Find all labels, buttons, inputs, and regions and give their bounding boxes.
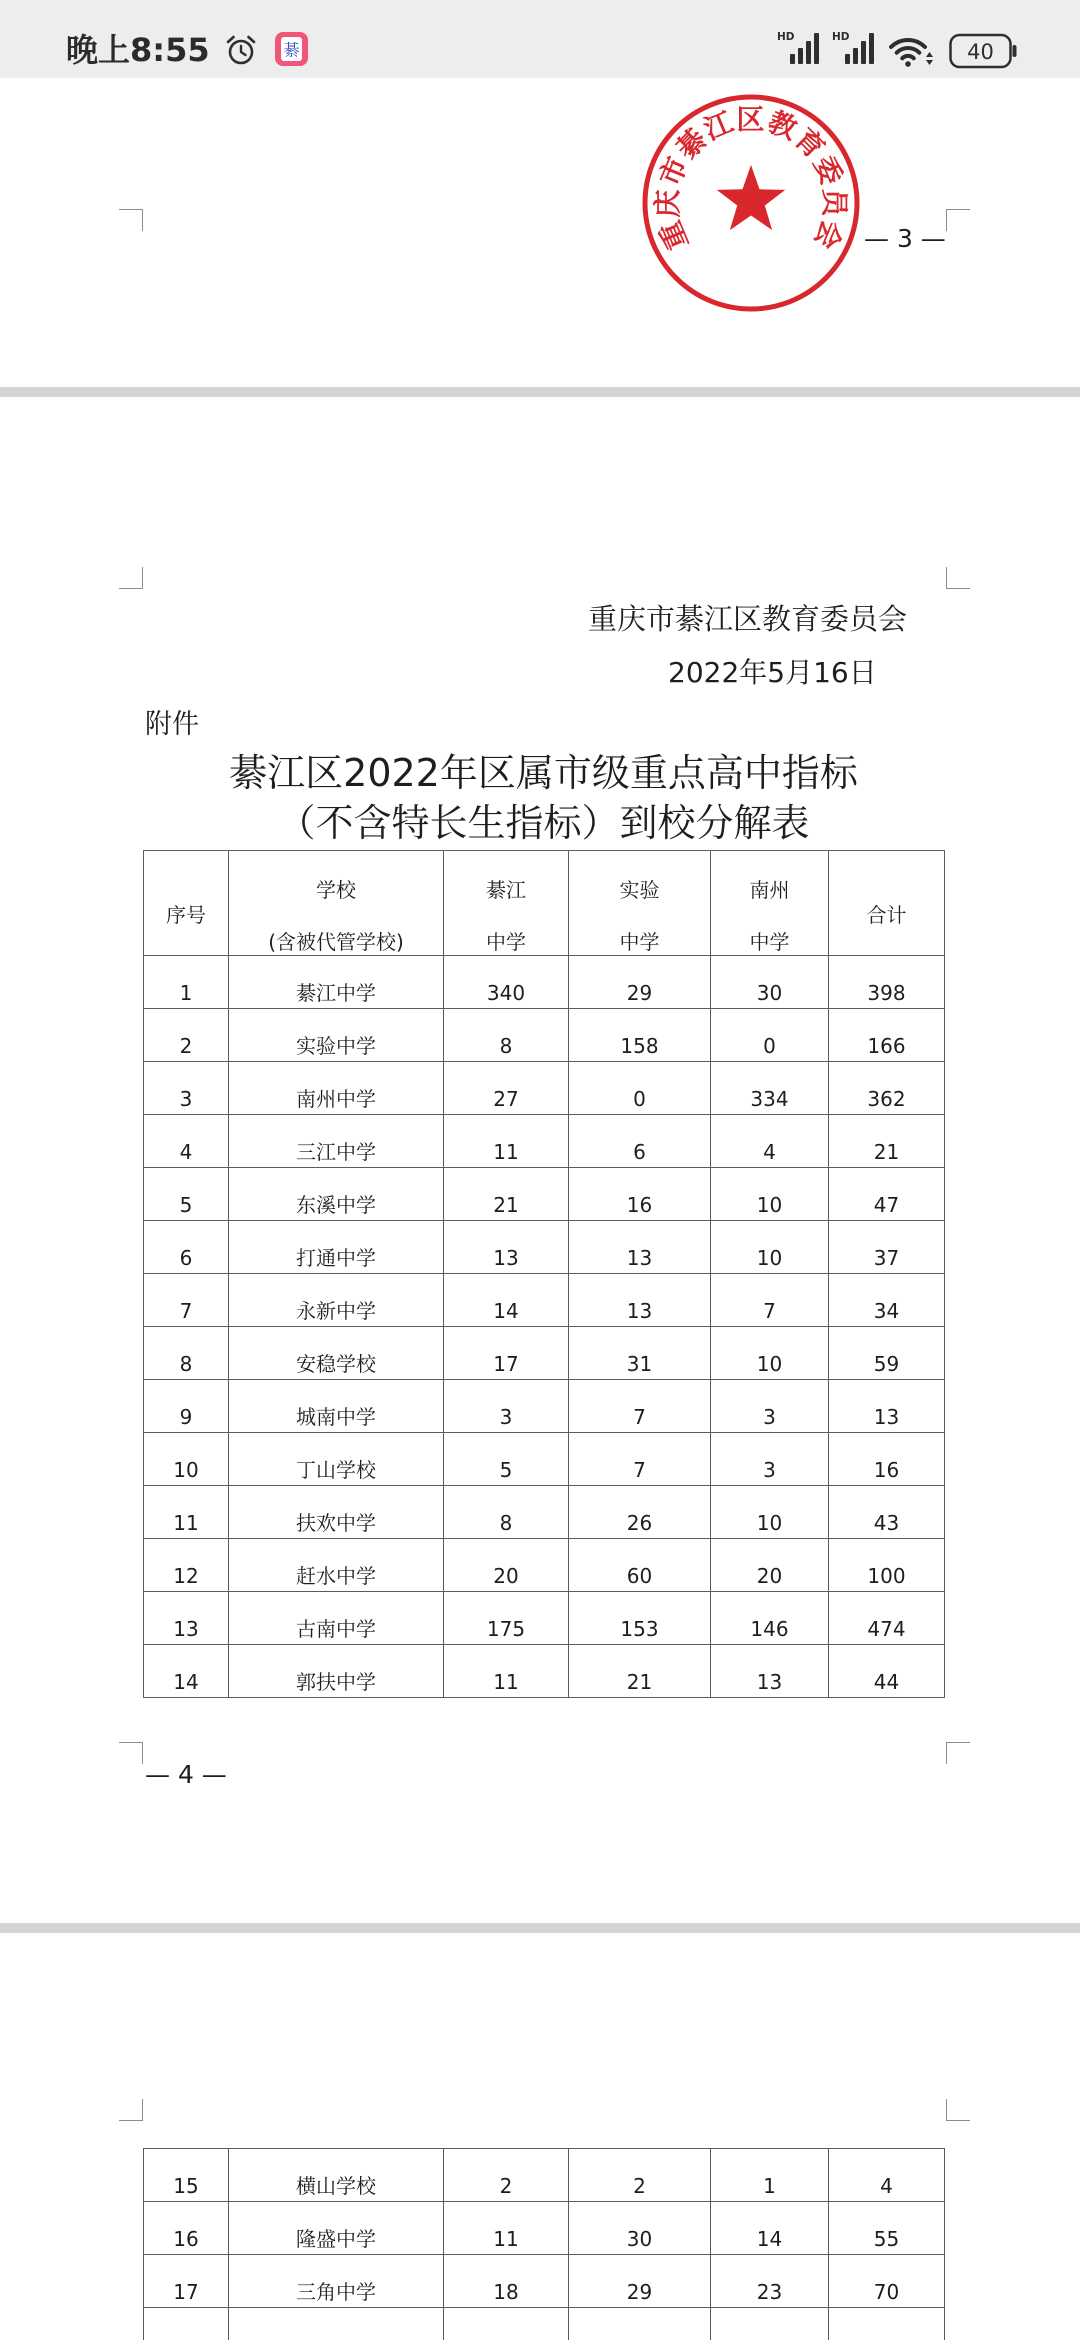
cell-nanzhou: 10 [711,1168,829,1221]
cell-school: 三江中学 [229,1115,444,1168]
attachment-label: 附件 [145,709,199,740]
cell-index: 1 [144,956,229,1009]
page-gap [0,387,1080,397]
cell-index: 6 [144,1221,229,1274]
cell-nanzhou: 10 [711,1221,829,1274]
header-school-note: (含被代管学校) [268,930,404,954]
cell-nanzhou [711,2308,829,2340]
table-row [144,1433,945,1486]
cell-total: 44 [829,1645,945,1698]
cell-qijiang: 20 [444,1539,569,1592]
cell-shiyan: 2 [569,2149,711,2202]
cell-index: 17 [144,2255,229,2308]
table-row-partial [144,2308,945,2340]
cell-total: 34 [829,1274,945,1327]
header-qijiang-line-2: 中学 [486,930,526,954]
cell-nanzhou: 146 [711,1592,829,1645]
cell-shiyan: 29 [569,2255,711,2308]
battery-level: 40 [967,40,994,64]
cell-school: 实验中学 [229,1009,444,1062]
cell-index: 7 [144,1274,229,1327]
table-row [144,2202,945,2255]
cell-qijiang: 3 [444,1380,569,1433]
table-row [144,1486,945,1539]
cell-shiyan: 31 [569,1327,711,1380]
seal-star [717,165,785,230]
quota-table-continued [143,2148,945,2340]
cell-school [229,2308,444,2340]
cell-shiyan: 13 [569,1274,711,1327]
crop-mark-bottom-left [119,1742,143,1764]
header-shiyan-line-2: 中学 [619,930,660,954]
document-page-3 [0,78,1080,387]
cell-index: 14 [144,1645,229,1698]
cell-shiyan: 26 [569,1486,711,1539]
cell-shiyan: 7 [569,1433,711,1486]
cell-school: 永新中学 [229,1274,444,1327]
cell-total: 59 [829,1327,945,1380]
crop-mark-top-right [946,2099,970,2121]
table-row [144,1327,945,1380]
cell-school: 丁山学校 [229,1433,444,1486]
table-row [144,1539,945,1592]
header-total [829,851,945,956]
header-index-label: 序号 [166,903,206,927]
table-row [144,1592,945,1645]
table-title-line-1: 綦江区2022年区属市级重点高中指标 [229,751,858,795]
table-row [144,1274,945,1327]
cell-shiyan: 60 [569,1539,711,1592]
table-row [144,1115,945,1168]
cell-school: 安稳学校 [229,1327,444,1380]
cell-qijiang: 13 [444,1221,569,1274]
cell-shiyan: 6 [569,1115,711,1168]
table-row [144,1009,945,1062]
cell-nanzhou: 1 [711,2149,829,2202]
cell-shiyan: 7 [569,1380,711,1433]
wifi-icon [889,33,934,67]
document-page-4 [0,397,1080,1923]
table-title-line-2: （不含特长生指标）到校分解表 [277,801,810,845]
cell-nanzhou: 10 [711,1486,829,1539]
document-page-5 [0,1933,1080,2340]
table-row [144,1168,945,1221]
cell-total: 474 [829,1592,945,1645]
table-header-row [144,851,945,956]
cell-qijiang: 8 [444,1486,569,1539]
cell-qijiang [444,2308,569,2340]
header-qijiang-line-1: 綦江 [486,878,526,902]
cell-shiyan: 21 [569,1645,711,1698]
cell-total: 70 [829,2255,945,2308]
cell-school: 东溪中学 [229,1168,444,1221]
cell-shiyan: 16 [569,1168,711,1221]
hd-signal-icon [832,30,876,64]
cell-nanzhou: 30 [711,956,829,1009]
cell-school: 扶欢中学 [229,1486,444,1539]
cell-index: 12 [144,1539,229,1592]
header-qijiang [444,851,569,956]
crop-mark-top-left [119,2099,143,2121]
cell-index: 10 [144,1433,229,1486]
table-row [144,1221,945,1274]
cell-index: 11 [144,1486,229,1539]
signal-1-label: HD [777,31,795,43]
cell-qijiang: 17 [444,1327,569,1380]
cell-index: 15 [144,2149,229,2202]
page-number: — 3 — [864,224,946,253]
cell-index [144,2308,229,2340]
status-time: 晚上8:55 [66,31,210,69]
cell-shiyan: 30 [569,2202,711,2255]
cell-qijiang: 14 [444,1274,569,1327]
cell-total: 100 [829,1539,945,1592]
cell-index: 8 [144,1327,229,1380]
cell-total: 13 [829,1380,945,1433]
cell-index: 2 [144,1009,229,1062]
cell-total [829,2308,945,2340]
cell-nanzhou: 14 [711,2202,829,2255]
cell-nanzhou: 7 [711,1274,829,1327]
cell-school: 古南中学 [229,1592,444,1645]
page-number: — 4 — [145,1760,227,1789]
cell-total: 16 [829,1433,945,1486]
header-nanzhou [711,851,829,956]
header-index [144,851,229,956]
cell-qijiang: 5 [444,1433,569,1486]
cell-index: 4 [144,1115,229,1168]
cell-index: 13 [144,1592,229,1645]
cell-school: 赶水中学 [229,1539,444,1592]
table-row [144,1645,945,1698]
cell-qijiang: 2 [444,2149,569,2202]
cell-qijiang: 21 [444,1168,569,1221]
battery-icon [949,33,1017,69]
cell-qijiang: 18 [444,2255,569,2308]
cell-total: 21 [829,1115,945,1168]
cell-total: 166 [829,1009,945,1062]
cell-index: 3 [144,1062,229,1115]
cell-nanzhou: 23 [711,2255,829,2308]
cell-nanzhou: 20 [711,1539,829,1592]
official-seal [636,88,866,318]
cell-qijiang: 11 [444,1645,569,1698]
cell-shiyan: 158 [569,1009,711,1062]
app-icon-glyph: 綦 [283,40,300,60]
cell-school: 城南中学 [229,1380,444,1433]
cell-shiyan [569,2308,711,2340]
issue-date: 2022年5月16日 [668,656,877,689]
cell-total: 43 [829,1486,945,1539]
header-total-label: 合计 [866,903,907,927]
seal-text: 重庆市綦江区教育委员会 [650,102,852,255]
cell-total: 4 [829,2149,945,2202]
cell-total: 47 [829,1168,945,1221]
cell-nanzhou: 13 [711,1645,829,1698]
header-school-label: 学校 [316,878,356,902]
page-gap [0,1923,1080,1933]
crop-mark-bottom-right [946,209,970,231]
cell-shiyan: 153 [569,1592,711,1645]
table-row [144,956,945,1009]
header-nanzhou-line-2: 中学 [749,930,790,954]
cell-total: 362 [829,1062,945,1115]
document-viewer[interactable] [0,78,1080,2340]
cell-nanzhou: 3 [711,1380,829,1433]
header-shiyan [569,851,711,956]
crop-mark-top-left [119,567,143,589]
cell-nanzhou: 10 [711,1327,829,1380]
quota-table [143,850,945,1698]
cell-shiyan: 13 [569,1221,711,1274]
table-body [144,2149,945,2308]
cell-index: 16 [144,2202,229,2255]
crop-mark-bottom-left [119,209,143,231]
cell-nanzhou: 0 [711,1009,829,1062]
cell-total: 398 [829,956,945,1009]
app-notification-icon [274,31,309,67]
table-body-cut-off [144,2308,945,2340]
cell-school: 三角中学 [229,2255,444,2308]
cell-qijiang: 340 [444,956,569,1009]
cell-qijiang: 8 [444,1009,569,1062]
crop-mark-bottom-right [946,1742,970,1764]
cell-qijiang: 175 [444,1592,569,1645]
table-body [144,956,945,1698]
cell-index: 5 [144,1168,229,1221]
status-bar [0,0,1080,78]
cell-school: 郭扶中学 [229,1645,444,1698]
cell-index: 9 [144,1380,229,1433]
table-row [144,2255,945,2308]
cell-total: 55 [829,2202,945,2255]
cell-qijiang: 11 [444,1115,569,1168]
cell-school: 綦江中学 [229,956,444,1009]
header-shiyan-line-1: 实验 [619,878,660,902]
table-row [144,2149,945,2202]
table-row [144,1062,945,1115]
cell-shiyan: 29 [569,956,711,1009]
cell-school: 隆盛中学 [229,2202,444,2255]
alarm-icon [224,33,258,67]
cell-school: 横山学校 [229,2149,444,2202]
cell-nanzhou: 3 [711,1433,829,1486]
cell-shiyan: 0 [569,1062,711,1115]
cell-qijiang: 11 [444,2202,569,2255]
crop-mark-top-right [946,567,970,589]
signal-2-label: HD [832,31,850,43]
header-nanzhou-line-1: 南州 [749,878,790,902]
cell-total: 37 [829,1221,945,1274]
cell-nanzhou: 334 [711,1062,829,1115]
cell-school: 南州中学 [229,1062,444,1115]
cell-school: 打通中学 [229,1221,444,1274]
cell-nanzhou: 4 [711,1115,829,1168]
issuer-name: 重庆市綦江区教育委员会 [587,602,907,636]
hd-signal-icon [777,30,821,64]
cell-qijiang: 27 [444,1062,569,1115]
table-row [144,1380,945,1433]
header-school [229,851,444,956]
